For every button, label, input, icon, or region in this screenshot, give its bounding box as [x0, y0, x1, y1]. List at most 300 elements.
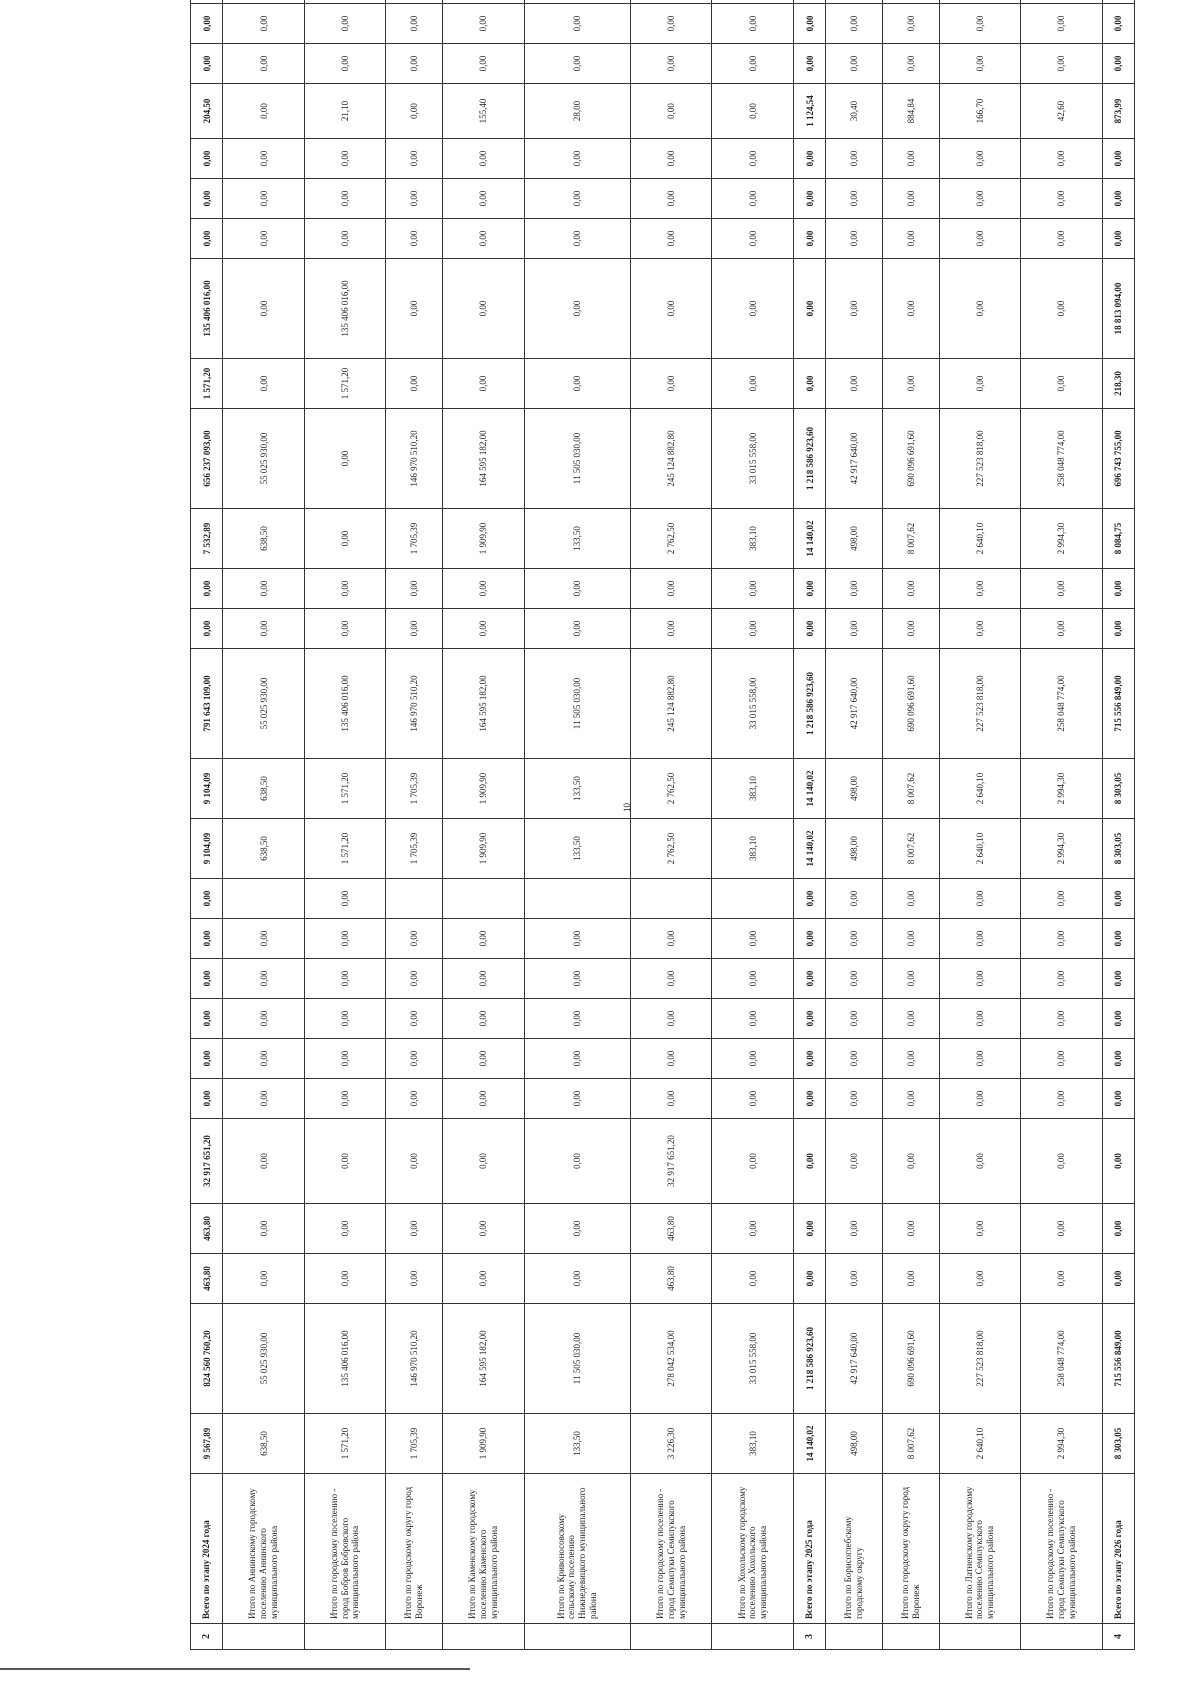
table-cell: 0,00 — [1102, 879, 1134, 919]
table-cell: 9 104,09 — [191, 819, 223, 879]
table-cell: 0,00 — [442, 4, 524, 44]
table-cell: 0,00 — [442, 44, 524, 84]
table-cell: 0,00 — [1021, 4, 1103, 44]
table-cell: 146 970 510,20 — [386, 649, 443, 759]
table-row — [223, 0, 305, 1650]
table-cell — [630, 0, 712, 4]
table-cell: 155,40 — [442, 84, 524, 139]
table-cell: 0,00 — [712, 219, 794, 259]
table-cell: 278 042 534,00 — [630, 1304, 712, 1414]
table-cell: 0,00 — [793, 1204, 825, 1254]
table-cell: 0,00 — [793, 1119, 825, 1204]
table-cell: 0,00 — [1102, 959, 1134, 999]
table-cell: 0,00 — [630, 569, 712, 609]
table-cell — [223, 0, 305, 4]
table-row — [630, 0, 712, 1650]
table-cell: 0,00 — [442, 569, 524, 609]
table-cell: 0,00 — [630, 219, 712, 259]
table-cell: 0,00 — [882, 179, 939, 219]
row-label: Итого по Латненскому городскому поселению Семилукского муниципального района — [939, 1474, 1021, 1624]
table-cell: 0,00 — [939, 879, 1021, 919]
row-label: Итого по Борисоглебскому городскому округу — [826, 1474, 883, 1624]
table-cell: 0,00 — [630, 84, 712, 139]
table-cell: 0,00 — [793, 1079, 825, 1119]
table-cell: 0,00 — [882, 219, 939, 259]
table-cell: 498,00 — [826, 819, 883, 879]
table-cell: 8 007,62 — [882, 509, 939, 569]
table-row — [882, 0, 939, 1650]
table-cell: 0,00 — [939, 4, 1021, 44]
table-cell: 0,00 — [826, 219, 883, 259]
table-cell: 0,00 — [191, 139, 223, 179]
table-cell: 0,00 — [524, 359, 630, 409]
table-cell: 0,00 — [793, 919, 825, 959]
table-cell: 0,00 — [630, 4, 712, 44]
table-cell: 0,00 — [524, 999, 630, 1039]
table-cell — [191, 0, 223, 4]
table-cell: 0,00 — [939, 139, 1021, 179]
table-cell: 1 705,39 — [386, 509, 443, 569]
table-cell: 227 523 818,00 — [939, 649, 1021, 759]
table-cell: 0,00 — [191, 1039, 223, 1079]
row-label: Итого по Кривоносовскому сельскому поселению Нижнедевицкого муниципального района — [524, 1474, 630, 1624]
table-cell: 0,00 — [793, 1254, 825, 1304]
table-cell: 0,00 — [223, 4, 305, 44]
table-cell: 245 124 882,80 — [630, 409, 712, 509]
table-row — [712, 0, 794, 1650]
table-cell: 0,00 — [223, 569, 305, 609]
table-cell: 0,00 — [712, 1254, 794, 1304]
table-cell: 690 096 691,60 — [882, 1304, 939, 1414]
table-cell: 245 124 882,80 — [630, 649, 712, 759]
table-cell: 133,50 — [524, 1414, 630, 1474]
table-cell: 0,00 — [793, 569, 825, 609]
table-cell: 0,00 — [304, 139, 386, 179]
table-cell — [712, 879, 794, 919]
row-number: 3 — [793, 1624, 825, 1650]
table-cell: 0,00 — [793, 4, 825, 44]
page-number: 10 — [622, 803, 632, 812]
table-cell: 0,00 — [1102, 569, 1134, 609]
table-cell: 0,00 — [304, 919, 386, 959]
table-cell: 0,00 — [712, 1119, 794, 1204]
table-cell: 0,00 — [386, 999, 443, 1039]
table-cell: 0,00 — [826, 609, 883, 649]
table-cell: 0,00 — [191, 999, 223, 1039]
table-cell: 0,00 — [712, 84, 794, 139]
table-cell: 135 406 016,00 — [304, 259, 386, 359]
table-cell: 33 015 558,00 — [712, 649, 794, 759]
resettlement-table — [190, 0, 1135, 1650]
table-cell: 0,00 — [630, 359, 712, 409]
table-cell: 638,50 — [223, 759, 305, 819]
table-cell: 0,00 — [882, 1079, 939, 1119]
table-cell: 7 532,89 — [191, 509, 223, 569]
table-cell: 0,00 — [939, 569, 1021, 609]
table-cell — [524, 879, 630, 919]
table-cell: 0,00 — [223, 1119, 305, 1204]
table-cell: 1 705,39 — [386, 1414, 443, 1474]
table-cell: 55 025 930,00 — [223, 1304, 305, 1414]
table-cell: 383,10 — [712, 819, 794, 879]
table-cell: 0,00 — [1102, 1204, 1134, 1254]
table-cell: 9 567,89 — [191, 1414, 223, 1474]
table-cell: 0,00 — [524, 609, 630, 649]
table-cell: 0,00 — [826, 4, 883, 44]
table-cell: 0,00 — [882, 919, 939, 959]
table-cell: 0,00 — [304, 1119, 386, 1204]
table-cell: 0,00 — [1021, 359, 1103, 409]
table-cell: 0,00 — [304, 409, 386, 509]
table-cell: 0,00 — [386, 1204, 443, 1254]
table-cell — [882, 0, 939, 4]
table-cell: 0,00 — [1021, 959, 1103, 999]
table-cell: 0,00 — [386, 84, 443, 139]
table-cell: 0,00 — [191, 179, 223, 219]
table-cell — [1102, 0, 1134, 4]
table-cell: 0,00 — [712, 179, 794, 219]
table-cell: 0,00 — [223, 919, 305, 959]
table-cell: 0,00 — [630, 1039, 712, 1079]
table-cell: 133,50 — [524, 759, 630, 819]
table-cell: 42 917 640,00 — [826, 409, 883, 509]
table-cell: 11 505 030,00 — [524, 1304, 630, 1414]
table-cell: 0,00 — [793, 359, 825, 409]
table-cell: 33 015 558,00 — [712, 1304, 794, 1414]
table-cell: 1 571,20 — [304, 359, 386, 409]
row-number — [442, 1624, 524, 1650]
table-cell: 0,00 — [386, 219, 443, 259]
table-cell: 0,00 — [304, 4, 386, 44]
table-cell: 1 571,20 — [304, 819, 386, 879]
table-cell: 2 640,10 — [939, 759, 1021, 819]
table-cell — [826, 0, 883, 4]
table-cell: 0,00 — [1021, 999, 1103, 1039]
table-cell: 0,00 — [442, 1119, 524, 1204]
table-cell: 0,00 — [442, 179, 524, 219]
row-label: Итого по городскому поселению - город Семилуки Семилукского муниципального района — [630, 1474, 712, 1624]
row-number — [882, 1624, 939, 1650]
table-cell: 0,00 — [882, 879, 939, 919]
table-cell: 0,00 — [386, 259, 443, 359]
table-cell: 0,00 — [191, 4, 223, 44]
row-label: Итого по городскому округу город Воронеж — [882, 1474, 939, 1624]
table-cell: 0,00 — [882, 1254, 939, 1304]
table-cell: 0,00 — [712, 1079, 794, 1119]
table-cell: 0,00 — [882, 44, 939, 84]
table-cell — [386, 879, 443, 919]
table-cell: 0,00 — [793, 609, 825, 649]
table-cell: 0,00 — [1021, 569, 1103, 609]
table-cell: 0,00 — [442, 1039, 524, 1079]
table-cell: 0,00 — [882, 959, 939, 999]
table-cell: 0,00 — [1021, 609, 1103, 649]
table-cell: 218,30 — [1102, 359, 1134, 409]
row-label: Итого по Аннинскому городскому поселению Аннинского муниципального района — [223, 1474, 305, 1624]
table-cell: 791 643 109,00 — [191, 649, 223, 759]
table-row — [939, 0, 1021, 1650]
table-row — [442, 0, 524, 1650]
table-cell: 11 505 030,00 — [524, 409, 630, 509]
table-cell: 0,00 — [882, 609, 939, 649]
table-cell: 0,00 — [223, 84, 305, 139]
table-cell: 0,00 — [882, 4, 939, 44]
table-cell: 14 140,02 — [793, 759, 825, 819]
table-cell: 0,00 — [386, 1254, 443, 1304]
table-cell: 0,00 — [524, 1204, 630, 1254]
table-cell: 383,10 — [712, 509, 794, 569]
table-cell — [386, 0, 443, 4]
total-row — [1102, 0, 1134, 1650]
table-cell: 0,00 — [386, 44, 443, 84]
table-cell: 0,00 — [223, 179, 305, 219]
table-cell: 0,00 — [386, 1119, 443, 1204]
table-cell: 383,10 — [712, 759, 794, 819]
table-cell: 14 140,02 — [793, 509, 825, 569]
table-cell: 1 218 586 923,60 — [793, 409, 825, 509]
table-cell: 8 303,05 — [1102, 819, 1134, 879]
table-row — [304, 0, 386, 1650]
table-cell: 0,00 — [191, 609, 223, 649]
table-cell — [442, 0, 524, 4]
table-cell: 0,00 — [442, 219, 524, 259]
table-cell: 164 595 182,00 — [442, 649, 524, 759]
table-row — [1021, 0, 1103, 1650]
table-cell: 21,10 — [304, 84, 386, 139]
table-row — [826, 0, 883, 1650]
table-cell: 146 970 510,20 — [386, 1304, 443, 1414]
table-cell: 32 917 651,20 — [630, 1119, 712, 1204]
table-cell: 55 025 930,00 — [223, 649, 305, 759]
table-cell: 0,00 — [524, 259, 630, 359]
table-cell: 2 640,10 — [939, 509, 1021, 569]
table-cell: 0,00 — [939, 1039, 1021, 1079]
table-cell: 1 705,39 — [386, 819, 443, 879]
table-cell: 0,00 — [304, 609, 386, 649]
total-row — [191, 0, 223, 1650]
row-number — [386, 1624, 443, 1650]
row-number — [223, 1624, 305, 1650]
table-cell: 42,60 — [1021, 84, 1103, 139]
row-label: Итого по Каменскому городскому поселению Каменского муниципального района — [442, 1474, 524, 1624]
table-cell: 164 595 182,00 — [442, 409, 524, 509]
table-cell: 0,00 — [304, 959, 386, 999]
table-cell: 0,00 — [304, 1254, 386, 1304]
table-cell: 18 813 094,00 — [1102, 259, 1134, 359]
table-cell: 0,00 — [882, 1119, 939, 1204]
table-cell: 0,00 — [793, 139, 825, 179]
table-cell: 55 025 930,00 — [223, 409, 305, 509]
table-cell: 0,00 — [826, 139, 883, 179]
table-cell: 0,00 — [304, 1204, 386, 1254]
table-cell: 0,00 — [223, 139, 305, 179]
table-cell: 0,00 — [524, 219, 630, 259]
table-cell: 0,00 — [223, 359, 305, 409]
row-label: Итого по городскому округу город Воронеж — [386, 1474, 443, 1624]
table-cell: 0,00 — [939, 259, 1021, 359]
table-row — [386, 0, 443, 1650]
table-cell: 463,80 — [191, 1204, 223, 1254]
table-cell: 0,00 — [826, 959, 883, 999]
table-cell: 0,00 — [1021, 1039, 1103, 1079]
table-cell: 0,00 — [882, 1039, 939, 1079]
row-label: Итого по Хохольскому городскому поселению Хохольского муниципального района — [712, 1474, 794, 1624]
table-cell: 498,00 — [826, 759, 883, 819]
table-cell: 0,00 — [1021, 1204, 1103, 1254]
table-cell: 0,00 — [793, 219, 825, 259]
row-number — [826, 1624, 883, 1650]
table-cell: 8 303,05 — [1102, 759, 1134, 819]
table-cell: 0,00 — [223, 1079, 305, 1119]
table-cell: 0,00 — [223, 609, 305, 649]
table-cell: 0,00 — [524, 1079, 630, 1119]
table-cell — [304, 0, 386, 4]
table-cell: 0,00 — [442, 259, 524, 359]
table-cell: 0,00 — [630, 1079, 712, 1119]
table-cell: 0,00 — [442, 1204, 524, 1254]
table-cell: 0,00 — [939, 1079, 1021, 1119]
table-cell: 2 994,30 — [1021, 1414, 1103, 1474]
table-cell: 0,00 — [223, 44, 305, 84]
table-cell: 0,00 — [524, 919, 630, 959]
table-cell: 0,00 — [939, 919, 1021, 959]
table-cell: 133,50 — [524, 819, 630, 879]
table-cell: 0,00 — [712, 609, 794, 649]
table-cell: 0,00 — [939, 999, 1021, 1039]
table-cell: 8 303,05 — [1102, 1414, 1134, 1474]
table-cell: 258 048 774,00 — [1021, 649, 1103, 759]
table-cell: 0,00 — [1021, 1254, 1103, 1304]
table-cell: 0,00 — [712, 569, 794, 609]
table-cell — [223, 879, 305, 919]
row-number — [1021, 1624, 1103, 1650]
scan-edge-line — [0, 1668, 470, 1670]
table-cell: 1 909,90 — [442, 1414, 524, 1474]
table-cell: 0,00 — [1102, 1254, 1134, 1304]
table-cell: 0,00 — [1102, 609, 1134, 649]
table-cell: 638,50 — [223, 1414, 305, 1474]
table-cell: 1 571,20 — [304, 759, 386, 819]
table-cell: 2 994,30 — [1021, 509, 1103, 569]
table-cell: 0,00 — [793, 1039, 825, 1079]
table-cell: 0,00 — [1102, 1119, 1134, 1204]
table-cell: 0,00 — [442, 1079, 524, 1119]
table-cell: 0,00 — [939, 1119, 1021, 1204]
table-cell: 715 556 849,00 — [1102, 649, 1134, 759]
table-cell: 0,00 — [1021, 919, 1103, 959]
table-cell: 0,00 — [524, 139, 630, 179]
table-cell: 0,00 — [304, 879, 386, 919]
table-cell: 0,00 — [939, 1204, 1021, 1254]
table-cell: 638,50 — [223, 819, 305, 879]
table-cell: 2 762,50 — [630, 759, 712, 819]
table-cell: 0,00 — [191, 219, 223, 259]
table-cell: 0,00 — [524, 44, 630, 84]
table-cell — [524, 0, 630, 4]
table-cell: 0,00 — [882, 139, 939, 179]
table-cell: 0,00 — [524, 1119, 630, 1204]
table-cell: 0,00 — [386, 139, 443, 179]
table-cell: 42 917 640,00 — [826, 1304, 883, 1414]
table-cell — [630, 879, 712, 919]
table-cell: 0,00 — [304, 219, 386, 259]
table-cell: 0,00 — [939, 179, 1021, 219]
table-cell: 14 140,02 — [793, 1414, 825, 1474]
table-cell: 0,00 — [1102, 219, 1134, 259]
table-cell: 0,00 — [442, 609, 524, 649]
row-number — [524, 1624, 630, 1650]
table-cell: 9 104,09 — [191, 759, 223, 819]
table-cell: 690 096 691,60 — [882, 649, 939, 759]
table-cell: 227 523 818,00 — [939, 1304, 1021, 1414]
table-cell: 383,10 — [712, 1414, 794, 1474]
table-cell: 1 705,39 — [386, 759, 443, 819]
table-cell: 0,00 — [1102, 44, 1134, 84]
table-cell: 463,80 — [630, 1254, 712, 1304]
table-cell: 0,00 — [442, 999, 524, 1039]
table-cell: 0,00 — [882, 259, 939, 359]
table-cell: 0,00 — [442, 359, 524, 409]
table-cell: 0,00 — [1021, 879, 1103, 919]
table-cell: 0,00 — [882, 1204, 939, 1254]
table-cell: 0,00 — [793, 959, 825, 999]
table-cell: 0,00 — [386, 1039, 443, 1079]
table-cell: 0,00 — [524, 179, 630, 219]
table-cell: 0,00 — [191, 959, 223, 999]
row-number — [712, 1624, 794, 1650]
table-cell: 1 571,20 — [191, 359, 223, 409]
table-cell: 135 406 016,00 — [191, 259, 223, 359]
table-cell: 0,00 — [826, 44, 883, 84]
table-cell: 0,00 — [826, 919, 883, 959]
table-cell: 0,00 — [524, 569, 630, 609]
table-cell: 0,00 — [1021, 139, 1103, 179]
table-cell: 0,00 — [442, 1254, 524, 1304]
table-cell: 0,00 — [386, 569, 443, 609]
table-cell: 0,00 — [386, 359, 443, 409]
table-cell: 227 523 818,00 — [939, 409, 1021, 509]
table-cell: 0,00 — [939, 959, 1021, 999]
table-cell: 1 124,54 — [793, 84, 825, 139]
table-cell: 0,00 — [1102, 999, 1134, 1039]
table-cell — [1021, 0, 1103, 4]
table-cell: 0,00 — [1021, 44, 1103, 84]
table-cell: 135 406 016,00 — [304, 1304, 386, 1414]
table-cell — [793, 0, 825, 4]
row-number — [939, 1624, 1021, 1650]
table-cell: 0,00 — [630, 609, 712, 649]
table-cell: 0,00 — [826, 569, 883, 609]
table-cell: 498,00 — [826, 1414, 883, 1474]
table-cell: 0,00 — [712, 1204, 794, 1254]
table-cell: 638,50 — [223, 509, 305, 569]
table-cell: 0,00 — [442, 139, 524, 179]
row-number — [304, 1624, 386, 1650]
table-cell: 164 595 182,00 — [442, 1304, 524, 1414]
table-cell: 0,00 — [712, 1039, 794, 1079]
table-cell: 1 909,90 — [442, 509, 524, 569]
table-cell: 30,40 — [826, 84, 883, 139]
table-cell: 0,00 — [191, 569, 223, 609]
table-cell: 0,00 — [793, 999, 825, 1039]
row-number: 4 — [1102, 1624, 1134, 1650]
table-cell: 0,00 — [712, 4, 794, 44]
table-cell: 0,00 — [223, 1039, 305, 1079]
table-cell: 0,00 — [1021, 179, 1103, 219]
row-number — [630, 1624, 712, 1650]
table-cell: 0,00 — [939, 1254, 1021, 1304]
table-cell: 0,00 — [524, 1039, 630, 1079]
